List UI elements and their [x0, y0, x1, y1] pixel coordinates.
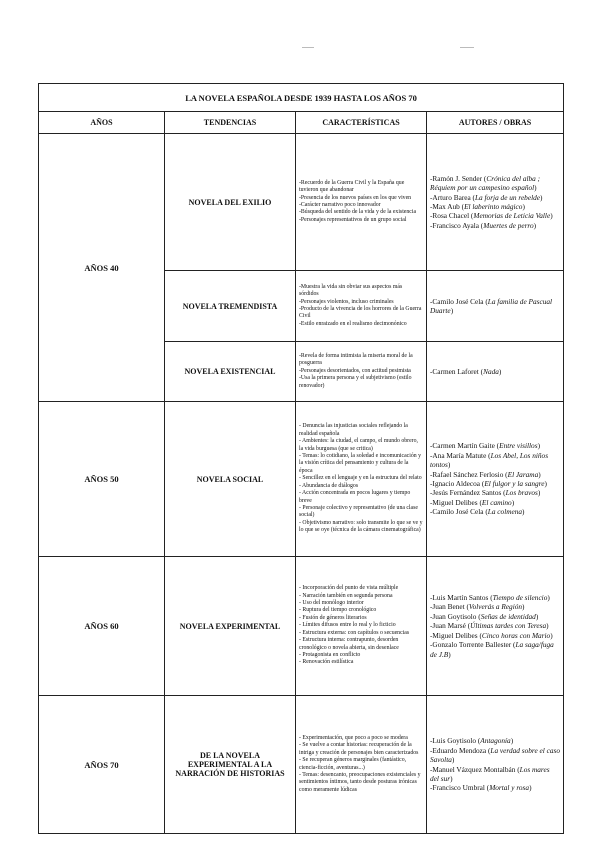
characteristic-item: -Personajes violentos, incluso criminales: [299, 298, 394, 305]
paren-close: ): [448, 649, 451, 659]
paren-close: ): [544, 479, 547, 488]
work-title: Muertes de perro: [483, 220, 534, 230]
author-entry: [430, 221, 560, 230]
characteristics-cell: [296, 271, 427, 342]
work-title: La familia de Pascual Duarte: [430, 296, 553, 315]
work-title: Entre visillos: [499, 441, 538, 451]
characteristic-item: - Denuncia las injusticias sociales reflejando la realidad española: [299, 423, 408, 437]
work-title: Últimas tardes con Teresa: [470, 621, 547, 631]
paren-close: ): [546, 621, 549, 631]
author-entry: [430, 488, 560, 497]
characteristic-item: -Búsqueda del sentido de la vida y de la existencia: [299, 209, 417, 216]
paren-open: (: [483, 507, 488, 517]
paren-open: (: [478, 220, 484, 230]
authors-cell: [427, 134, 564, 271]
paren-open: (: [511, 640, 516, 650]
characteristic-item: - Narración también en segunda persona: [299, 592, 393, 599]
characteristic-item: - Estructura interna: contrapunto, desorden cronológico o novela abierta, sin desenlace: [299, 637, 399, 651]
paren-close: ): [511, 497, 515, 507]
characteristic-item: - Renovación estilística: [299, 659, 354, 666]
authors-cell: [427, 271, 564, 342]
author-name: -Juan Marsé: [430, 621, 466, 631]
paren-open: (: [477, 630, 482, 640]
work-title: La verdad sobre el caso Savolta: [430, 745, 560, 765]
author-entry: [430, 441, 560, 450]
header-authors-works: AUTORES / OBRAS: [427, 112, 564, 134]
author-entry: [430, 783, 560, 792]
paren-close: ): [450, 773, 453, 783]
paren-open: (: [470, 192, 475, 202]
author-name: -Ana María Matute: [430, 450, 487, 460]
author-entry: [430, 736, 560, 745]
paren-open: (: [484, 783, 490, 793]
author-entry: [430, 297, 560, 316]
characteristic-item: -Personajes desorientados, con actitud pesimista: [299, 367, 411, 374]
author-entry: [430, 631, 560, 640]
author-name: -Eduardo Mendoza: [430, 745, 487, 755]
characteristics-cell: [296, 402, 427, 557]
work-title: El fulgor y la sangre: [484, 479, 545, 488]
characteristic-item: -Recuerdo de la Guerra Civil y la España que tuvieron que abandonar: [299, 179, 405, 194]
paren-close: ): [540, 192, 543, 202]
author-entry: [430, 174, 560, 193]
author-name: -Carmen Laforet: [430, 366, 479, 376]
author-entry: [430, 602, 560, 611]
author-entry: [430, 621, 560, 630]
characteristic-item: - Abundancia de diálogos: [299, 482, 359, 489]
characteristic-item: -Presencia de los nuevos países en los que viven: [299, 194, 412, 201]
work-title: Nada: [483, 366, 499, 376]
author-name: -Max Aub: [430, 202, 460, 211]
characteristic-item: - Ambientes: la ciudad, el campo, el mundo obrero, la vida burguesa (que se critica): [299, 438, 418, 452]
year-cell: AÑOS 40: [39, 134, 165, 402]
table-row: [39, 402, 564, 557]
characteristic-item: - Se vuelve a contar historias: recuperación de la intriga y creación de personajes bien caracterizados: [299, 742, 419, 756]
author-name: -Carmen Martín Gaite: [430, 441, 495, 451]
paren-close: ): [529, 783, 532, 793]
paren-close: ): [534, 183, 537, 193]
paren-open: (: [476, 736, 481, 746]
paren-open: (: [503, 469, 508, 479]
author-name: -Rafael Sánchez Ferlosio: [430, 469, 504, 479]
paren-open: (: [478, 366, 484, 376]
tendency-cell: NOVELA TREMENDISTA: [165, 271, 296, 342]
characteristic-item: - Experimentación, que poco a poco se modera: [299, 734, 408, 741]
author-entry: [430, 479, 560, 488]
authors-cell: [427, 696, 564, 834]
table-row: [39, 134, 564, 271]
work-title: Cinco horas con Mario: [481, 630, 551, 640]
work-title: Memorias de Leticia Valle: [473, 211, 551, 221]
work-title: Volverás a Región: [468, 602, 523, 612]
paren-close: ): [533, 220, 537, 230]
paren-close: ): [550, 630, 553, 640]
header-characteristics: CARACTERÍSTICAS: [296, 112, 427, 134]
paren-open: (: [483, 296, 488, 306]
paren-close: ): [447, 460, 451, 470]
work-title: El Jarama: [507, 469, 539, 479]
author-name: -Ramón J. Sender: [430, 173, 483, 183]
author-name: -Rosa Chacel: [430, 211, 470, 221]
characteristics-cell: [296, 342, 427, 402]
characteristic-item: -Muestra la vida sin obviar sus aspectos más sórdidos: [299, 283, 403, 298]
characteristic-item: - Sencillez en el lenguaje y en la estructura del relato: [299, 475, 422, 482]
work-title: Los Abel, Los niños tontos: [430, 450, 549, 470]
characteristic-item: -Carácter narrativo poco innovador: [299, 202, 381, 208]
work-title: Antagonía: [480, 736, 511, 746]
characteristic-item: - Fusión de géneros literarios: [299, 614, 367, 621]
author-name: -Manuel Vázquez Montalbán: [430, 764, 516, 774]
tendency-cell: DE LA NOVELA EXPERIMENTAL A LA NARRACIÓN DE HISTORIAS: [165, 696, 296, 834]
paren-open: (: [486, 745, 491, 755]
characteristic-item: -Estilo enraizado en el realismo decimonónico: [299, 320, 407, 327]
header-tendencies: TENDENCIAS: [165, 112, 296, 134]
authors-cell: [427, 557, 564, 696]
characteristic-item: -Personajes representativos de un grupo social: [299, 216, 407, 223]
tendency-cell: NOVELA EXPERIMENTAL: [165, 557, 296, 696]
characteristic-item: - Acción concentrada en pocos lugares y tiempo breve: [299, 490, 411, 504]
author-entry: [430, 507, 560, 516]
novel-table: [38, 83, 564, 834]
characteristic-item: -Producto de la vivencia de los horrores de la Guerra Civil: [299, 306, 422, 320]
paren-close: ): [538, 469, 541, 479]
characteristic-item: - Límites difusos entre lo real y lo ficticio: [299, 622, 396, 629]
author-name: -Francisco Umbral: [430, 783, 485, 793]
paren-close: ): [537, 441, 540, 451]
table-body: [39, 84, 564, 834]
characteristic-item: - Uso del monólogo interior: [299, 600, 364, 607]
author-name: -Camilo José Cela: [430, 296, 484, 306]
author-entry: [430, 640, 560, 659]
work-title: El laberinto mágico: [464, 202, 523, 211]
paren-open: (: [501, 488, 506, 498]
paren-close: ): [547, 592, 550, 602]
characteristics-cell: [296, 557, 427, 696]
characteristic-item: - Estructura externa: con capítulos o secuencias: [299, 629, 410, 636]
work-title: El camino: [481, 497, 512, 507]
characteristic-item: - Temas: lo cotidiano, la soledad e incomunicación y la visión crítica del pensamiento y cultura de la época: [299, 453, 421, 474]
work-title: Tiempo de silencio: [492, 592, 548, 602]
characteristic-item: -Revela de forma intimista la miseria moral de la posguerra: [299, 352, 413, 367]
work-title: Señas de identidad: [480, 611, 536, 621]
author-name: -Camilo José Cela: [430, 507, 484, 517]
characteristics-cell: [296, 696, 427, 834]
title-row: [39, 84, 564, 112]
characteristic-item: - Objetivismo narrativo: solo transmite lo que se ve y lo que se oye (técnica de la cámara cinematográfica): [299, 519, 423, 534]
paren-open: (: [480, 479, 485, 488]
author-entry: [430, 765, 560, 784]
author-entry: [430, 498, 560, 507]
work-title: La saga/fuga de J.B: [430, 640, 554, 659]
paren-close: ): [510, 736, 514, 746]
scan-mark: [302, 47, 314, 48]
paren-close: ): [522, 202, 525, 211]
table-row: [39, 696, 564, 834]
author-entry: [430, 367, 560, 376]
header-row: [39, 112, 564, 134]
authors-cell: [427, 342, 564, 402]
tendency-cell: NOVELA DEL EXILIO: [165, 134, 296, 271]
author-name: -Francisco Ayala: [430, 220, 479, 230]
characteristic-item: - Protagonista en conflicto: [299, 651, 361, 658]
table-title: LA NOVELA ESPAÑOLA DESDE 1939 HASTA LOS AÑOS 70: [39, 84, 564, 112]
author-entry: [430, 746, 560, 765]
work-title: Los bravos: [505, 488, 538, 498]
paren-open: (: [464, 602, 469, 612]
paren-open: (: [515, 764, 520, 774]
author-entry: [430, 451, 560, 470]
characteristic-item: - Temas: desencanto, preocupaciones existenciales y sentimientos íntimos, tanto desde posturas irónicas como meramente lúdicas: [299, 771, 421, 793]
work-title: La colmena: [487, 507, 523, 517]
author-name: -Jesús Fernández Santos: [430, 488, 502, 498]
author-name: -Juan Goytisolo: [430, 611, 477, 621]
author-name: -Luis Goytisolo: [430, 736, 477, 746]
author-entry: [430, 593, 560, 602]
characteristic-item: - Se recuperan géneros marginales (fantástico, ciencia-ficción, aventuras...): [299, 757, 407, 771]
paren-open: (: [469, 211, 474, 221]
work-title: La forja de un rebelde: [475, 192, 540, 202]
tendency-cell: NOVELA SOCIAL: [165, 402, 296, 557]
work-title: Mortal y rosa: [489, 783, 530, 793]
scan-mark: [460, 47, 474, 48]
author-entry: [430, 612, 560, 621]
paren-open: (: [488, 592, 493, 602]
paren-open: (: [477, 497, 482, 507]
author-name: -Ignacio Aldecoa: [430, 479, 481, 488]
authors-cell: [427, 402, 564, 557]
work-title: Crónica del alba ; Réquiem por un campesino español: [430, 173, 541, 193]
author-name: -Juan Benet: [430, 602, 465, 612]
paren-close: ): [550, 211, 553, 221]
author-name: -Miguel Delibes: [430, 497, 478, 507]
year-cell: AÑOS 70: [39, 696, 165, 834]
paren-close: ): [535, 611, 539, 621]
header-years: AÑOS: [39, 112, 165, 134]
characteristic-item: - Incorporación del punto de vista múltiple: [299, 585, 399, 592]
author-name: -Miguel Delibes: [430, 630, 478, 640]
paren-close: ): [537, 488, 541, 498]
author-entry: [430, 211, 560, 220]
author-name: -Luis Martín Santos: [430, 592, 489, 602]
paren-open: (: [486, 450, 491, 460]
paren-close: ): [451, 755, 455, 765]
paren-open: (: [494, 441, 500, 451]
table-row: [39, 557, 564, 696]
paren-close: ): [522, 602, 525, 612]
tendency-cell: NOVELA EXISTENCIAL: [165, 342, 296, 402]
author-entry: [430, 193, 560, 202]
year-cell: AÑOS 60: [39, 557, 165, 696]
author-name: -Gonzalo Torrente Ballester: [430, 640, 512, 650]
paren-close: ): [450, 306, 454, 315]
year-cell: AÑOS 50: [39, 402, 165, 557]
paren-open: (: [482, 173, 487, 183]
characteristic-item: - Personaje colectivo y representativo (de una clase social): [299, 504, 418, 519]
paren-open: (: [476, 611, 481, 621]
paren-close: ): [498, 366, 502, 376]
characteristics-cell: [296, 134, 427, 271]
paren-close: ): [522, 507, 525, 517]
characteristic-item: -Usa la primera persona y el subjetivismo (estilo renovador): [299, 375, 412, 389]
characteristic-item: - Ruptura del tiempo cronológico: [299, 607, 377, 614]
author-entry: [430, 202, 560, 211]
author-name: -Arturo Barea: [430, 192, 471, 202]
work-title: Los mares del sur: [430, 764, 550, 783]
author-entry: [430, 470, 560, 479]
paren-open: (: [459, 202, 465, 211]
paren-open: (: [465, 621, 471, 631]
